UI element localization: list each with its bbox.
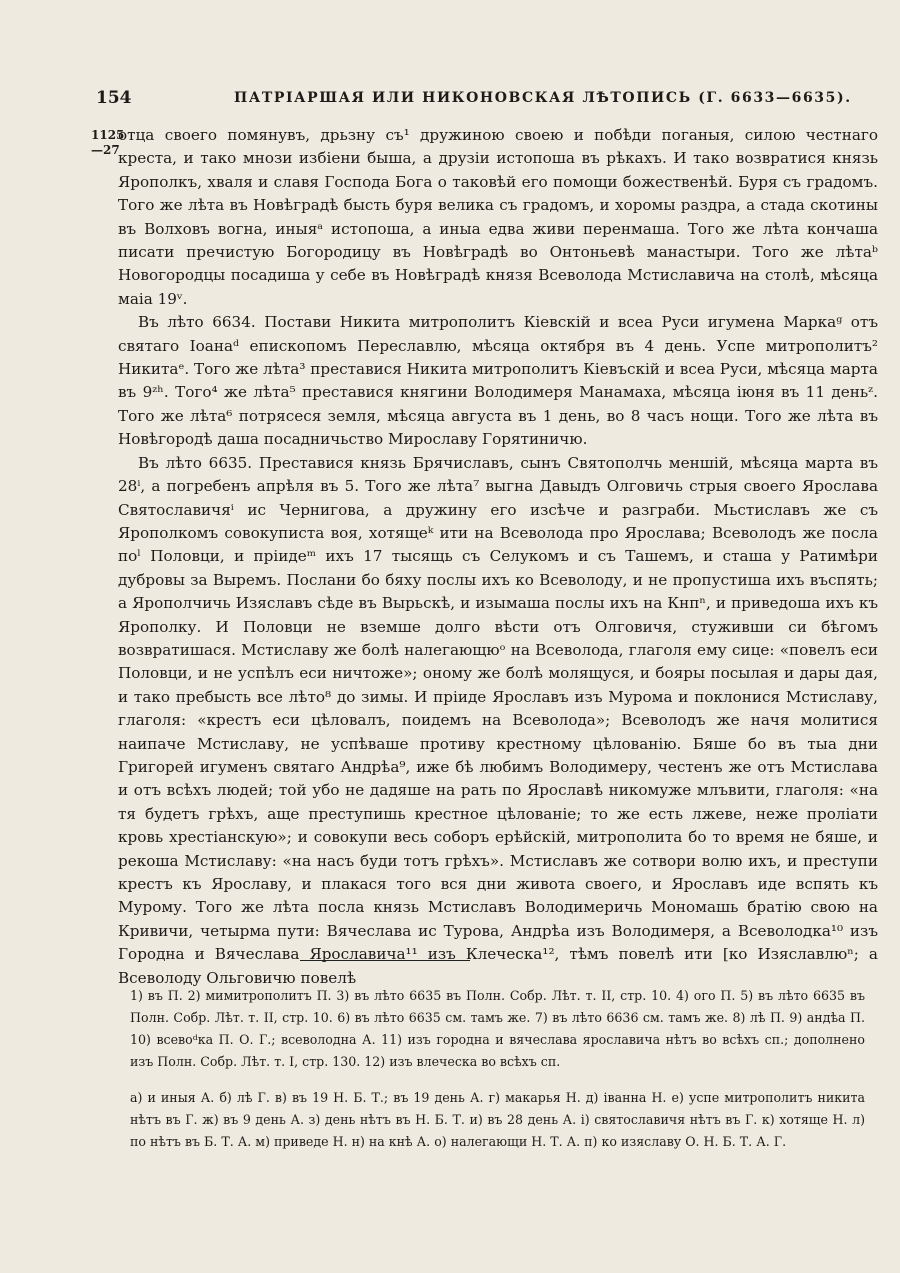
footnote-divider xyxy=(300,960,470,961)
page-number: 154 xyxy=(96,88,132,108)
paragraph: Въ лѣто 6634. Постави Никита митрополитъ Кіевскій и всеа Руси игумена Маркаᵍ отъ святаго Іоанаᵈ епископомъ Переславлю, мѣсяца октября въ 4 день. Успе митрополитъ² Никитаᵉ. Того же лѣта³ преставися Никита митрополитъ Кіевъскій и всеа Руси, мѣсяца марта въ 9ᶻʰ. Того⁴ же лѣта⁵ преставися княгини Володимеря Манамаха, мѣсяца іюня въ 11 деньᶻ. Того же лѣта⁶ потрясеся земля, мѣсяца августа въ 1 день, во 8 часъ нощи. Того же лѣта въ Новѣгородѣ даша посадничьство Мирославу Горятиничю. xyxy=(118,313,878,449)
running-title: ПАТРІАРШАЯ ИЛИ НИКОНОВСКАЯ ЛѢТОПИСЬ (Г. 6633—6635). xyxy=(234,90,852,106)
paragraph: отца своего помянувъ, дрьзну съ¹ дружиною своею и побѣди поганыя, силою честнаго креста, и тако мнози избіени быша, а друзіи истопоша въ рѣкахъ. И тако возвратися князь Ярополкъ, хваля и славя Господа Бога о таковѣй его помощи божественѣй. Буря съ градомъ. Того же лѣта въ Новѣградѣ бысть буря велика съ градомъ, и хоромы раздра, а стада скотины въ Волховъ вогна, иныяᵃ истопоша, а иныа едва живи перенмаша. Того же лѣта кончаша писати пречистую Богородицу въ Новѣградѣ во Онтоньевѣ манастыри. Того же лѣтаᵇ Новогородцы посадиша у себе въ Новѣградѣ князя Всеволода Мстиславича на столѣ, мѣсяца маіа 19ᵛ. xyxy=(118,126,878,308)
numeric-footnotes: 1) въ П. 2) мимитрополитъ П. 3) въ лѣто 6635 въ Полн. Собр. Лѣт. т. II, стр. 10. 4) ого П. 5) въ лѣто 6635 въ Полн. Собр. Лѣт. т. II, стр. 10. 6) въ лѣто 6635 см. тамъ же. 7) въ лѣто 6636 см. тамъ же. 8) лѣ П. 9) андѣа П. 10) всевоᵈка П. О. Г.; всеволодна А. 11) изъ городна и вячеслава ярославича нѣтъ во всѣхъ сп.; дополнено изъ Полн. Собр. Лѣт. т. I, стр. 130. 12) изъ влеческа во всѣхъ сп. xyxy=(130,988,865,1069)
chronicle-text xyxy=(118,124,878,990)
page-header xyxy=(96,88,852,112)
footnotes xyxy=(130,985,865,1153)
paragraph: Въ лѣто 6635. Преставися князь Брячиславъ, сынъ Святополчь меншій, мѣсяца марта въ 28ⁱ, а погребенъ апрѣля въ 5. Того же лѣта⁷ выгна Давыдъ Олговичь стрыя своего Ярослава Святославичяⁱ ис Чернигова, а дружину его изсѣче и разграби. Мьстиславъ же съ Ярополкомъ совокуписта воя, хотящеᵏ ити на Всеволода про Ярослава; Всеволодъ же посла поˡ Половци, и пріидеᵐ ихъ 17 тысящь съ Селукомъ и съ Ташемъ, и сташа у Ратимѣри дубровы за Выремъ. Послани бо бяху послы ихъ ко Всеволоду, и не пропустиша ихъ въспять; а Ярополчичь Изяславъ сѣде въ Вырьскѣ, и изымаша послы ихъ на Кнпⁿ, и приведоша ихъ къ Ярополку. И Половци не вземше долго вѣсти отъ Олговичя, стуживши си бѣгомъ возвратишася. Мстиславу же болѣ налегающюᵒ на Всеволода, глаголя ему сице: «повелъ еси Половци, и не успѣлъ еси ничтоже»; оному же болѣ молящуся, и бояры посылая и дары дая, и тако пребысть все лѣто⁸ до зимы. И пріиде Ярославъ изъ Мурома и поклонися Мстиславу, глаголя: «крестъ еси цѣловалъ, поидемъ на Всеволода»; Всеволодъ же начя молитися наипаче Мстиславу, не успѣваше противу крестному цѣлованію. Бяше бо въ тыа дни Григорей игуменъ святаго Андрѣа⁹, иже бѣ любимъ Володимеру, честенъ же отъ Мстислава и отъ всѣхъ людей; той убо не дадяше на рать по Ярославѣ никомуже млъвити, глаголя: «на тя будетъ грѣхъ, аще преступишь крестное цѣлованіе; то же есть лжеве, неже проліати кровь хрестіанскую»; и совокупи весь соборъ ерѣйскій, митрополита бо то время не бяше, и рекоша Мстиславу: «на насъ буди тотъ грѣхъ». Мстиславъ же сотвори волю ихъ, и преступи крестъ къ Ярославу, и плакася того вся дни живота своего, и Ярославъ иде вспять къ Мурому. Того же лѣта посла князь Мстиславъ Володимеричь Мономашь братію свою на Кривичи, четырма пути: Вячеслава ис Турова, Андрѣа изъ Володимеря, а Всеволодка¹⁰ изъ Городна и Вячеслава Ярославича¹¹ изъ Клеческа¹², тѣмъ повелѣ ити [ко Изяславлюⁿ; а Всеволоду Ольговичю повелѣ xyxy=(118,453,878,987)
margin-year-end: —27 xyxy=(91,143,120,157)
margin-year-start: 1125 xyxy=(91,128,125,142)
lettered-footnotes: а) и иныя А. б) лѣ Г. в) въ 19 Н. Б. Т.; въ 19 день А. г) макарья Н. д) іванна Н. е) успе митрополитъ никита нѣтъ въ Г. ж) въ 9 день А. з) день нѣтъ въ Н. Б. Т. и) въ 28 день А. і) святославичя нѣтъ въ Г. к) хотяще Н. л) по нѣтъ въ Б. Т. А. м) приведе Н. н) на кнѣ А. о) налегающи Н. Т. А. п) ко изяславу О. Н. Б. Т. А. Г. xyxy=(130,1090,865,1149)
